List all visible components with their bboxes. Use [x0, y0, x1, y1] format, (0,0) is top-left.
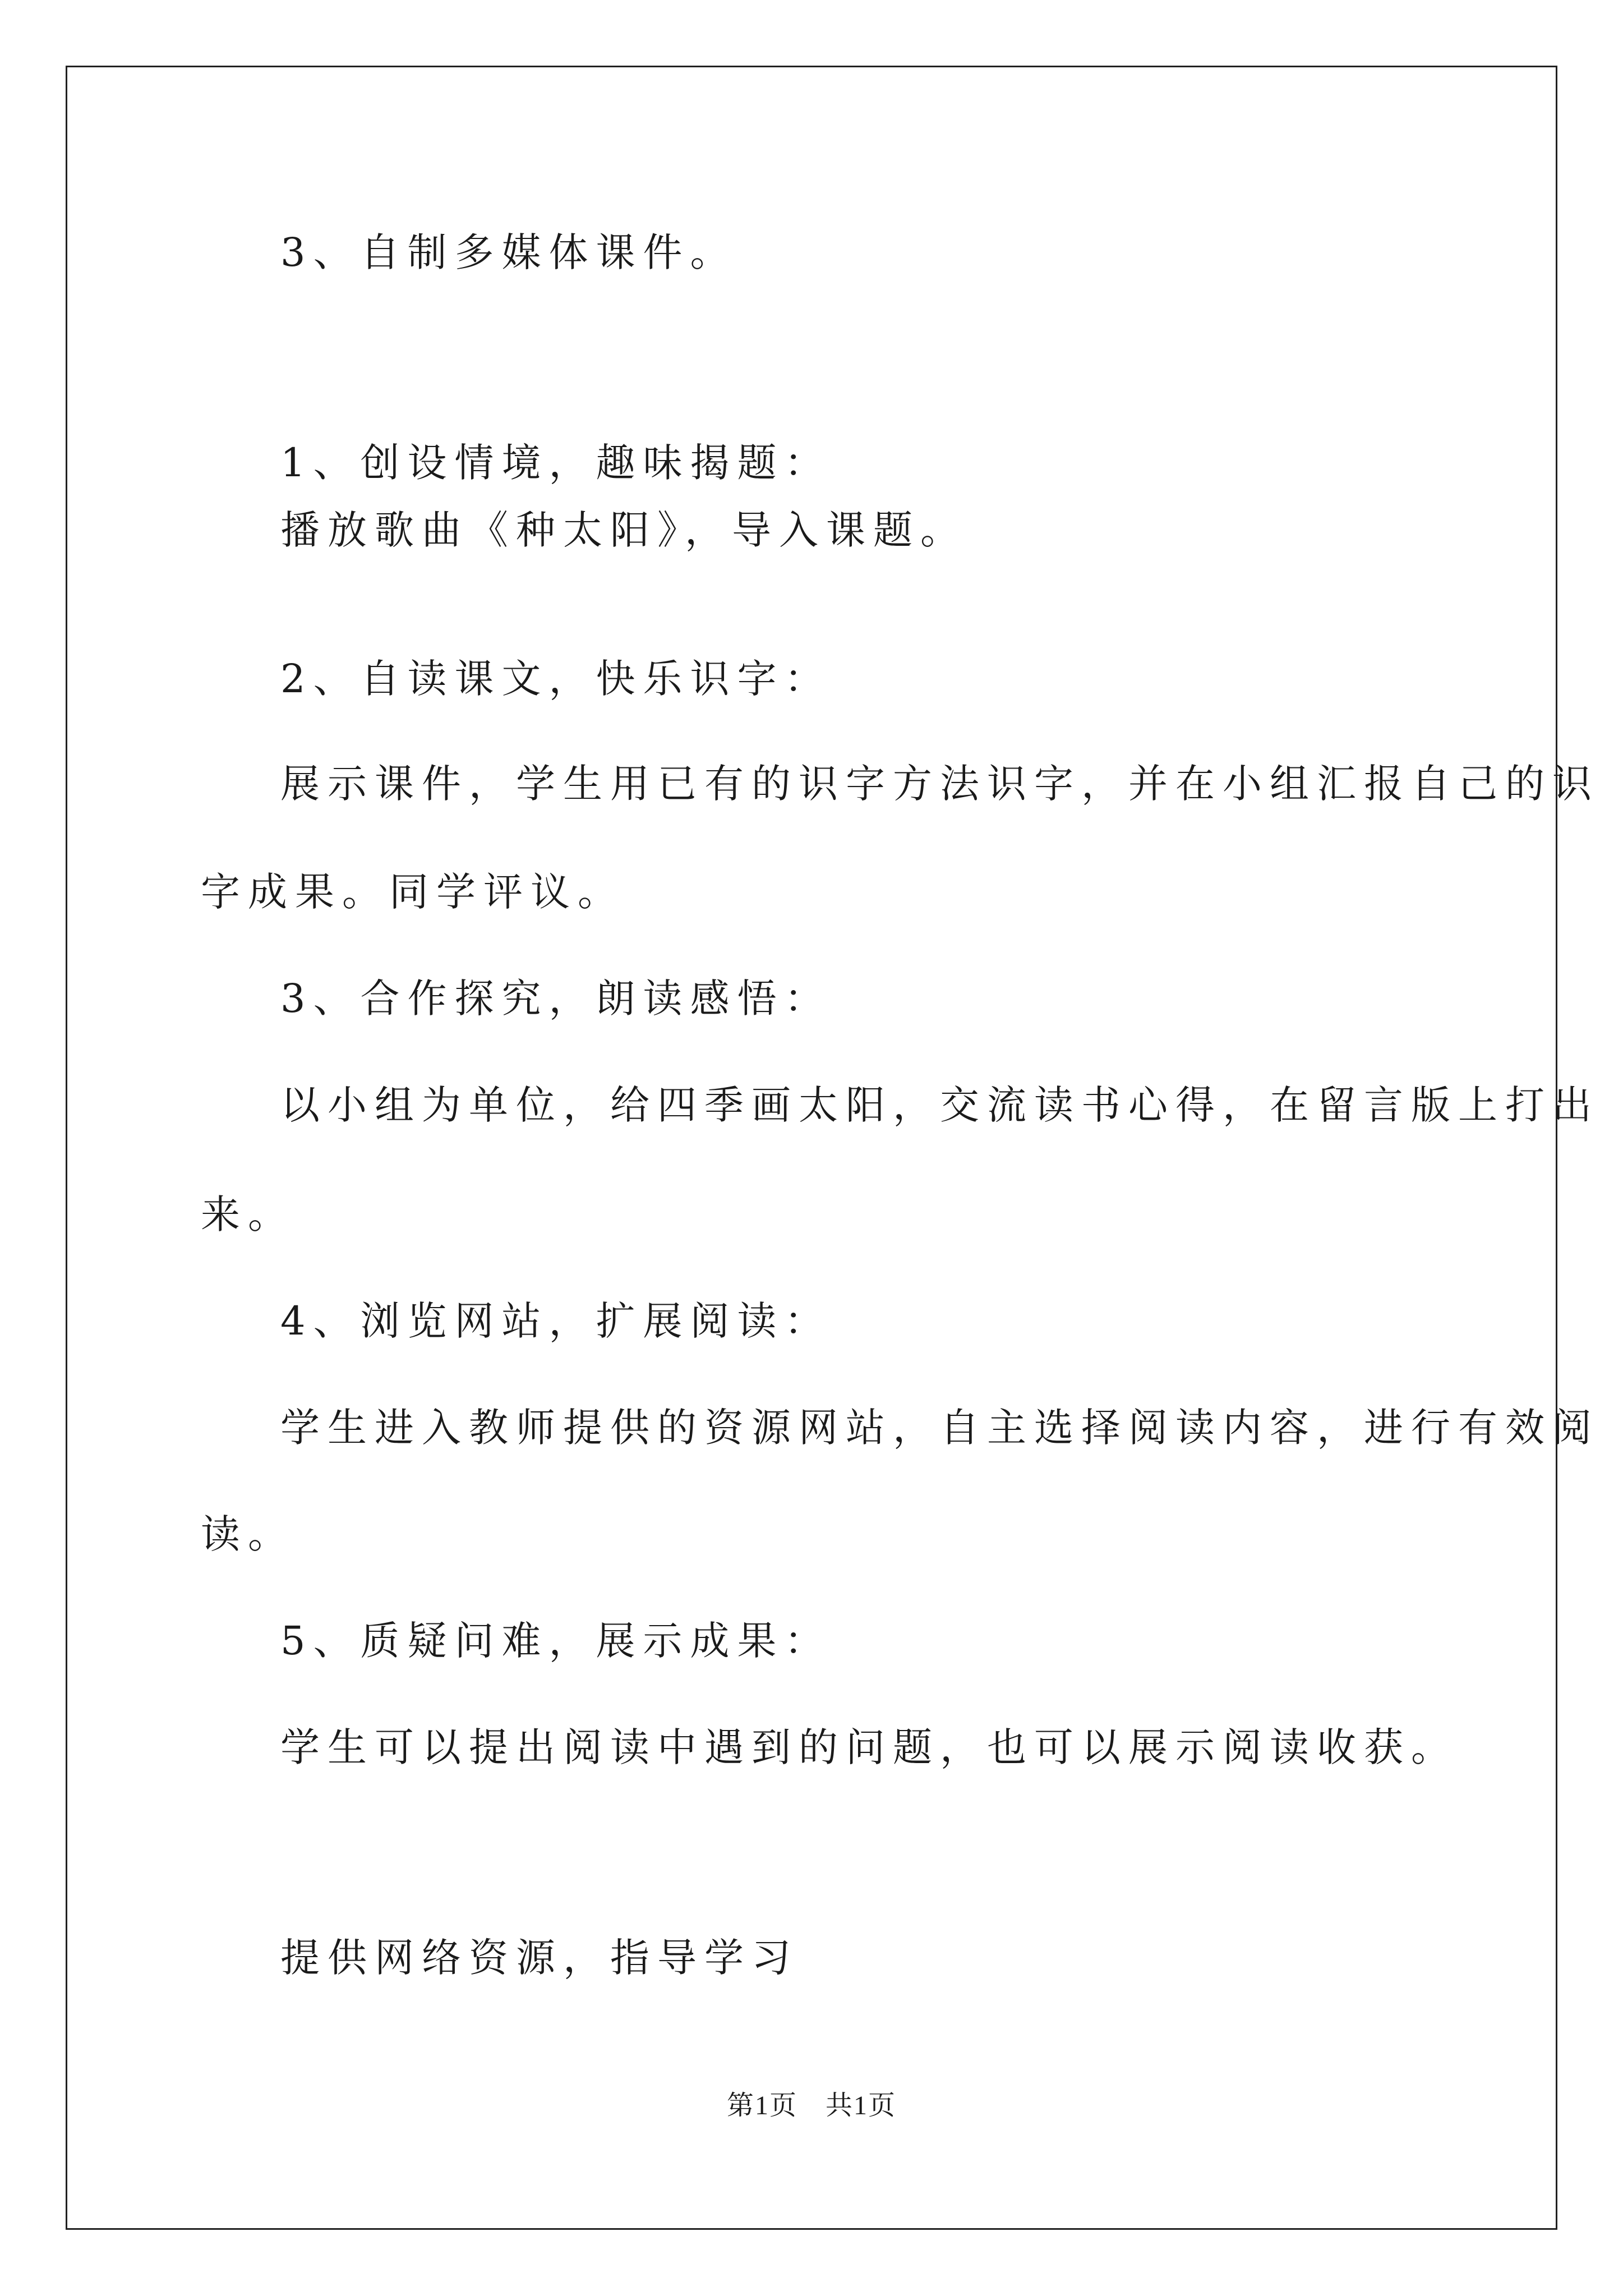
step-3-text: 以小组为单位，给四季画太阳，交流读书心得，在留言版上打出	[280, 1082, 1599, 1128]
step-4-text: 学生进入教师提供的资源网站，自主选择阅读内容，进行有效阅	[280, 1405, 1599, 1451]
step-2-text: 展示课件，学生用已有的识字方法识字，并在小组汇报自己的识	[280, 761, 1599, 807]
step-3-text-cont: 来。	[201, 1191, 295, 1237]
page-footer	[0, 2089, 1623, 2123]
page-number: 第1页	[726, 2091, 797, 2120]
paragraph-materials-3: 3、自制多媒体课件。	[280, 229, 737, 275]
step-2-text-cont: 字成果。同学评议。	[201, 869, 625, 915]
step-5-text: 学生可以提出阅读中遇到的问题，也可以展示阅读收获。	[280, 1724, 1458, 1770]
step-1-heading: 1、创设情境，趣味揭题：	[280, 440, 832, 486]
step-4-heading: 4、浏览网站，扩展阅读：	[280, 1298, 832, 1344]
paragraph-guidance: 提供网络资源，指导学习	[280, 1935, 799, 1981]
step-2-heading: 2、自读课文，快乐识字：	[280, 656, 832, 702]
page-border	[66, 66, 1557, 2230]
step-3-heading: 3、合作探究，朗读感悟：	[280, 976, 832, 1022]
page-total: 共1页	[826, 2091, 897, 2120]
step-4-text-cont: 读。	[201, 1511, 295, 1557]
step-1-text: 播放歌曲《种太阳》，导入课题。	[280, 507, 967, 553]
step-5-heading: 5、质疑问难，展示成果：	[280, 1618, 832, 1664]
